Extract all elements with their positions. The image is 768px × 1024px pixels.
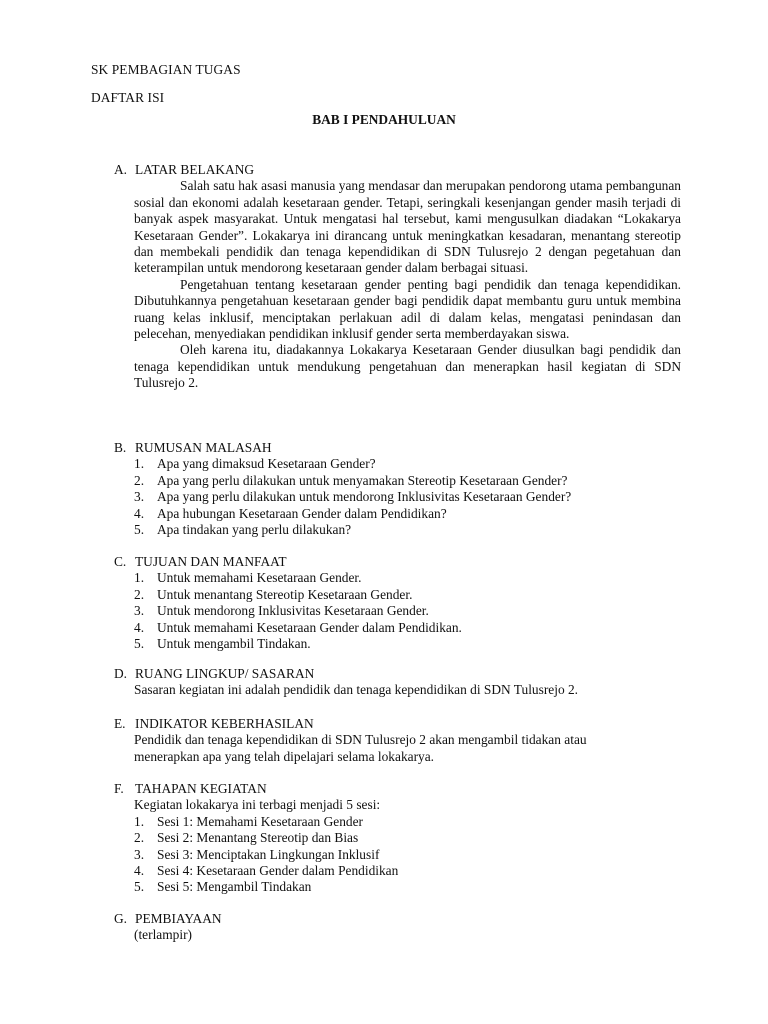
section-title: LATAR BELAKANG [135,162,255,177]
section-title: TUJUAN DAN MANFAAT [135,554,287,569]
list-item: 3. Apa yang perlu dilakukan untuk mendorong Inklusivitas Kesetaraan Gender? [134,489,572,505]
section-letter: G. [114,911,128,926]
section-letter: D. [114,666,128,681]
sk-label: SK PEMBAGIAN TUGAS [91,62,241,77]
section-title: PEMBIAYAAN [135,911,222,926]
section-title: INDIKATOR KEBERHASILAN [135,716,314,731]
section-letter: B. [114,440,127,455]
list-item: 5. Sesi 5: Mengambil Tindakan [134,879,312,895]
section-title: RUMUSAN MALASAH [135,440,272,455]
section-latar-belakang [114,162,681,392]
list-item: 1. Untuk memahami Kesetaraan Gender. [134,570,362,586]
section-title: RUANG LINGKUP/ SASARAN [135,666,315,681]
list-item: 4. Untuk memahami Kesetaraan Gender dalam Pendidikan. [134,619,462,635]
section-letter: E. [114,716,126,731]
list-item: 1. Sesi 1: Memahami Kesetaraan Gender [134,813,363,829]
section-heading [114,716,681,732]
toc-label: DAFTAR ISI [91,90,165,105]
list-item: 2. Sesi 2: Menantang Stereotip dan Bias [134,830,359,846]
list-item: 4. Sesi 4: Kesetaraan Gender dalam Pendidikan [134,862,399,878]
list-item: 2. Untuk menantang Stereotip Kesetaraan Gender. [134,586,413,602]
section-indikator-keberhasilan [114,716,681,765]
section-heading [114,911,681,927]
list-item: 5. Apa tindakan yang perlu dilakukan? [134,521,352,537]
section-tahapan-kegiatan [114,781,681,896]
section-body [134,178,681,391]
section-letter: F. [114,781,124,796]
section-ruang-lingkup [114,666,681,699]
numbered-list [114,456,681,538]
section-text: Pendidik dan tenaga kependidikan di SDN Tulusrejo 2 akan mengambil tidakan atau menerapkan apa yang telah dipelajari selama lokakarya. [134,732,587,764]
paragraph: Oleh karena itu, diadakannya Lokakarya Kesetaraan Gender diusulkan bagi pendidik dan tenaga kependidikan untuk mendukung pengetahuan dan menerapkan hasil kegiatan di SDN Tulusrejo 2. [134,342,681,391]
numbered-list [114,814,681,896]
section-letter: A. [114,162,128,177]
section-intro: Kegiatan lokakarya ini terbagi menjadi 5 sesi: [134,797,381,813]
chapter-title: BAB I PENDAHULUAN [312,112,456,127]
section-heading [114,554,681,570]
section-heading [114,666,681,682]
section-text: Sasaran kegiatan ini adalah pendidik dan tenaga kependidikan di SDN Tulusrejo 2. [134,682,579,698]
list-item: 1. Apa yang dimaksud Kesetaraan Gender? [134,456,376,472]
section-heading [114,781,681,797]
section-tujuan-manfaat [114,554,681,652]
numbered-list [114,570,681,652]
list-item: 3. Sesi 3: Menciptakan Lingkungan Inklusif [134,846,380,862]
section-heading [114,162,681,178]
section-rumusan-masalah [114,440,681,538]
section-heading [114,440,681,456]
list-item: 4. Apa hubungan Kesetaraan Gender dalam Pendidikan? [134,505,447,521]
paragraph: Pengetahuan tentang kesetaraan gender penting bagi pendidik dan tenaga kependidikan. Dibutuhkannya pengetahuan kesetaraan gender bagi pendidik dapat membantu guru untuk membina ruang kelas inklusif, menciptakan perlakuan adil di dalam kelas, mengatasi penindasan dan pelecehan, menyediakan pendidikan inklusif gender serta memberdayakan siswa. [134,276,681,342]
section-letter: C. [114,554,127,569]
list-item: 5. Untuk mengambil Tindakan. [134,635,311,651]
section-title: TAHAPAN KEGIATAN [135,781,267,796]
list-item: 3. Untuk mendorong Inklusivitas Kesetaraan Gender. [134,603,429,619]
list-item: 2. Apa yang perlu dilakukan untuk menyamakan Stereotip Kesetaraan Gender? [134,472,568,488]
section-text: (terlampir) [134,927,192,943]
paragraph: Salah satu hak asasi manusia yang mendasar dan merupakan pendorong utama pembangunan sosial dan ekonomi adalah kesetaraan gender. Tetapi, seringkali kesenjangan gender masih terjadi di banyak aspek masyarakat. Untuk mengatasi hal tersebut, kami mengusulkan diadakan “Lokakarya Kesetaraan Gender”. Lokakarya ini dirancang untuk meningkatkan kesadaran, menantang stereotip dan membekali pendidik dan tenaga kependidikan di SDN Tulusrejo 2 dengan pegetahuan dan keterampilan untuk mendorong kesetaraan gender dalam berbagai situasi. [134,178,681,276]
section-pembiayaan [114,911,681,944]
